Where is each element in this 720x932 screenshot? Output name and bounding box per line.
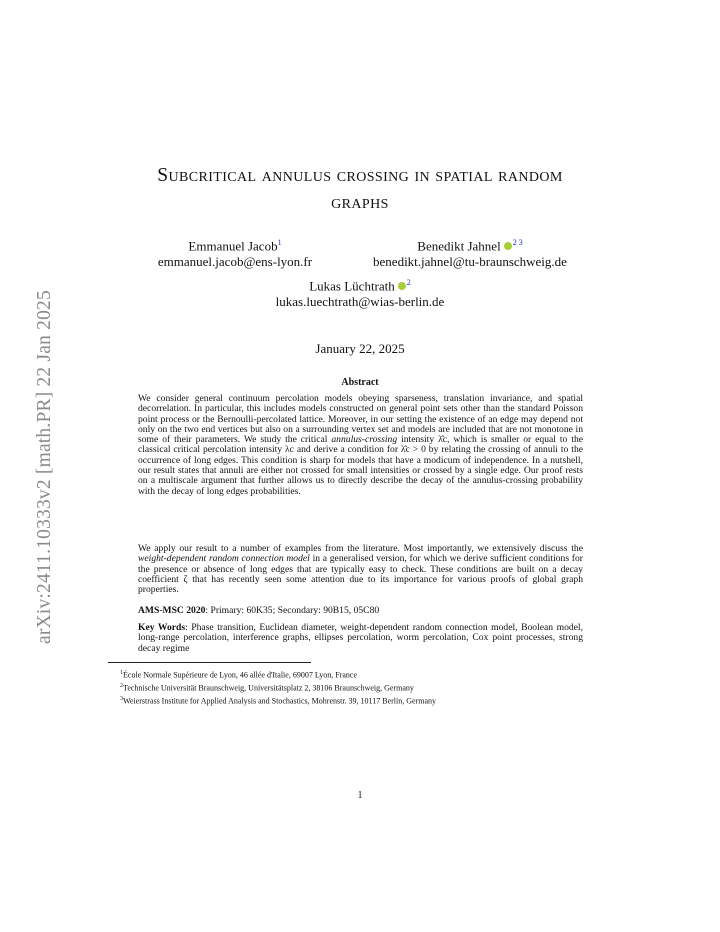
- footnote-item: $^2$Technische Universität Braunschweig, Universitätsplatz 2, 38106 Braunschweig, Germany: [120, 683, 414, 693]
- emphasis: weight-dependent random connection model: [138, 553, 310, 565]
- author-email: emmanuel.jacob@ens-lyon.fr: [157, 254, 313, 270]
- affiliation-marker[interactable]: 2: [406, 278, 411, 287]
- page-number: 1: [357, 790, 363, 801]
- author-email: lukas.luechtrath@wias-berlin.de: [275, 294, 445, 310]
- abstract-paragraph-1: We consider general continuum percolation models obeying sparseness, translation invariance, and spatial decorrelation. In particular, this includes models constructed on general point sets other than the standard Poisson point process or the Bernoulli-percolated lattice. Moreover, in our setting the existence of an edge may depend not only on the two end vertices but also on a surrounding vertex set and models are included that are not monotone in some of their parameters. We study the critical annulus-crossing intensity λ̂c, which is smaller or equal to the classical critical percolation intensity λc and derive a condition for λ̂c > 0 by relating the crossing of annuli to the occurrence of long edges. This condition is sharp for models that have a modicum of independence. In a nutshell, our result states that annuli are either not crossed for small intensities or crossed by a single edge. Our proof rests on a multiscale argument that further allows us to directly describe the decay of the annulus-crossing probability with the decay of long edges probabilities.: [138, 393, 584, 497]
- publication-date: January 22, 2025: [315, 341, 405, 356]
- title-line-1: Subcritical annulus crossing in spatial random: [157, 165, 563, 186]
- affiliation-marker[interactable]: 1: [277, 238, 282, 247]
- paper-title: [100, 162, 620, 216]
- affiliation-marker[interactable]: 2 3: [512, 238, 523, 247]
- orcid-icon[interactable]: [504, 242, 512, 250]
- footnotes: [120, 668, 600, 707]
- emphasis: annulus-crossing: [331, 434, 398, 446]
- author-name: Lukas Lüchtrath $^2$: [309, 278, 411, 294]
- author-name: Emmanuel Jacob$^1$: [188, 238, 282, 254]
- author-block-3: [230, 275, 490, 310]
- arxiv-identifier[interactable]: arXiv:2411.10333v2 [math.PR] 22 Jan 2025: [34, 290, 55, 644]
- footnote-item: $^3$Weierstrass Institute for Applied Analysis and Stochastics, Mohrenstr. 39, 10117 Berlin, Germany: [120, 696, 437, 706]
- title-line-2: graphs: [331, 192, 389, 213]
- author-email: benedikt.jahnel@tu-braunschweig.de: [373, 254, 567, 270]
- footnote-item: $^1$École Normale Supérieure de Lyon, 46 allée d'Italie, 69007 Lyon, France: [120, 670, 358, 680]
- author-block-2: [340, 235, 600, 270]
- footnote-divider: [108, 662, 311, 663]
- abstract-paragraph-2: We apply our result to a number of examples from the literature. Most importantly, we extensively discuss the weight-dependent random connection model in a generalised version, for which we derive sufficient conditions for the presence or absence of long edges that are typically easy to check. These conditions are built on a decay coefficient ζ that has recently seen some attention due to its importance for various proofs of global graph properties.: [138, 543, 583, 596]
- msc-classification: AMS-MSC 2020: Primary: 60K35; Secondary: 90B15, 05C80: [138, 605, 380, 616]
- abstract-heading: Abstract: [341, 377, 379, 388]
- keywords: Key Words: Phase transition, Euclidean diameter, weight-dependent random connection model, Boolean model, long-range percolation, interference graphs, ellipses percolation, worm percolation, Cox point processes, strong decay regime: [138, 622, 583, 654]
- author-name: Benedikt Jahnel $^{2 3}$: [417, 238, 523, 254]
- author-block-1: [130, 235, 340, 270]
- orcid-icon[interactable]: [398, 282, 406, 290]
